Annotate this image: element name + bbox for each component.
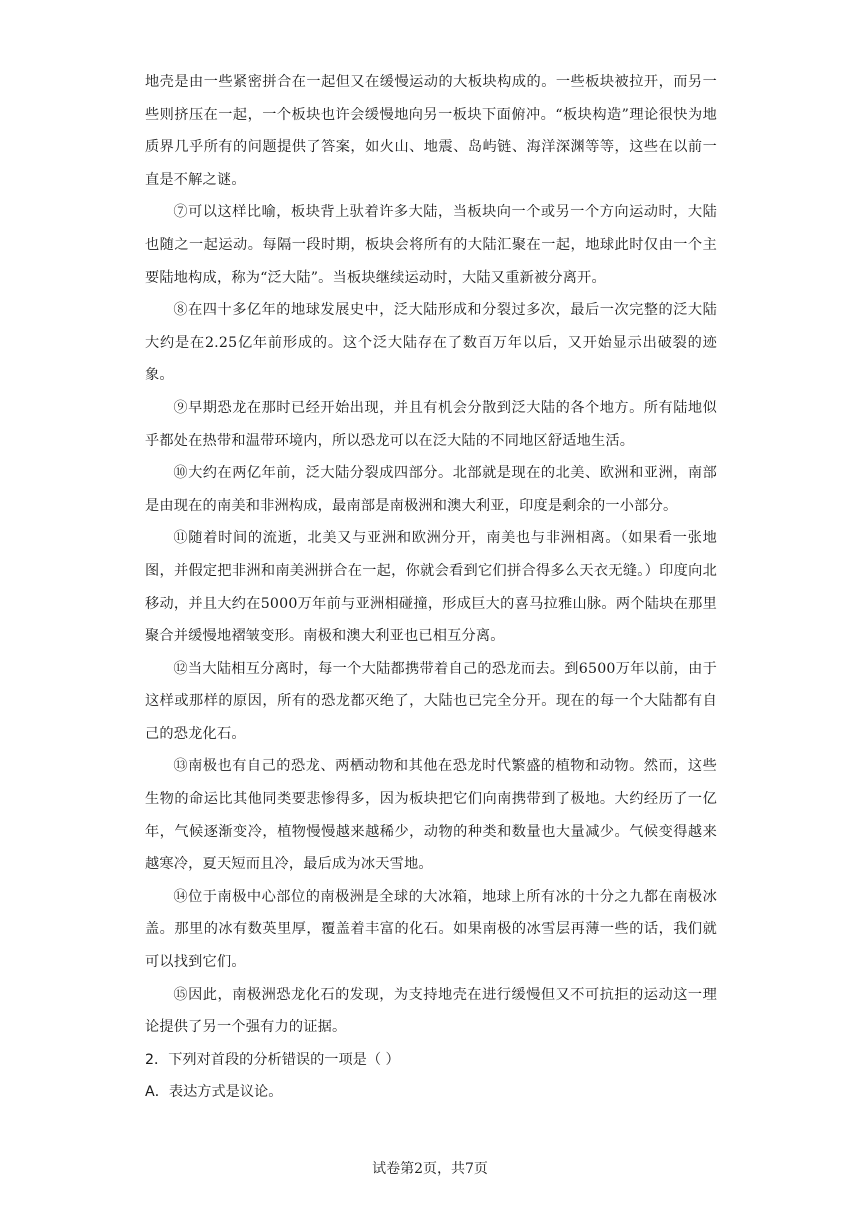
page-footer: 试卷第2页，共7页 [372, 1161, 488, 1177]
passage-paragraph-8: ⑧在四十多亿年的地球发展史中，泛大陆形成和分裂过多次，最后一次完整的泛大陆大约是在2.25亿年前形成的。这个泛大陆存在了数百万年以后，又开始显示出破裂的迹象。 [145, 302, 717, 384]
question-2-stem: 2．下列对首段的分析错误的一项是（ ） [145, 1051, 400, 1068]
question-2-option-a: A．表达方式是议论。 [145, 1084, 283, 1101]
passage-paragraph-10: ⑩大约在两亿年前，泛大陆分裂成四部分。北部就是现在的北美、欧洲和亚洲，南部是由现在的南美和非洲构成，最南部是南极洲和澳大利亚，印度是剩余的一小部分。 [145, 465, 717, 514]
passage-paragraph-11: ⑪随着时间的流逝，北美又与亚洲和欧洲分开，南美也与非洲相离。（如果看一张地图，并假定把非洲和南美洲拼合在一起，你就会看到它们拼合得多么天衣无缝。）印度向北移动，并且大约在5000万年前与亚洲相碰撞，形成巨大的喜马拉雅山脉。两个陆块在那里聚合并缓慢地褶皱变形。南极和澳大利亚也已相互分离。 [145, 530, 717, 645]
passage-paragraph-9: ⑨早期恐龙在那时已经开始出现，并且有机会分散到泛大陆的各个地方。所有陆地似乎都处在热带和温带环境内，所以恐龙可以在泛大陆的不同地区舒适地生活。 [145, 399, 717, 449]
passage-content [145, 66, 717, 1109]
passage-paragraph-13: ⑬南极也有自己的恐龙、两栖动物和其他在恐龙时代繁盛的植物和动物。然而，这些生物的命运比其他同类要悲惨得多，因为板块把它们向南携带到了极地。大约经历了一亿年，气候逐渐变冷，植物慢慢越来越稀少，动物的种类和数量也大量减少。气候变得越来越寒冷，夏天短而且冷，最后成为冰天雪地。 [145, 758, 717, 873]
passage-paragraph-15: ⑮因此，南极洲恐龙化石的发现，为支持地壳在进行缓慢但又不可抗拒的运动这一理论提供了另一个强有力的证据。 [145, 986, 717, 1036]
passage-paragraph-continued: 地壳是由一些紧密拼合在一起但又在缓慢运动的大板块构成的。一些板块被拉开，而另一些则挤压在一起，一个板块也许会缓慢地向另一板块下面俯冲。“板块构造”理论很快为地质界几乎所有的问题提供了答案，如火山、地震、岛屿链、海洋深渊等等，这些在以前一直是不解之谜。 [145, 74, 717, 188]
passage-paragraph-12: ⑫当大陆相互分离时，每一个大陆都携带着自己的恐龙而去。到6500万年以前，由于这样或那样的原因，所有的恐龙都灭绝了，大陆也已完全分开。现在的每一个大陆都有自己的恐龙化石。 [145, 660, 717, 742]
passage-paragraph-14: ⑭位于南极中心部位的南极洲是全球的大冰箱，地球上所有冰的十分之九都在南极冰盖。那里的冰有数英里厚，覆盖着丰富的化石。如果南极的冰雪层再薄一些的话，我们就可以找到它们。 [145, 888, 717, 971]
passage-paragraph-7: ⑦可以这样比喻，板块背上驮着许多大陆，当板块向一个或另一个方向运动时，大陆也随之一起运动。每隔一段时期，板块会将所有的大陆汇聚在一起，地球此时仅由一个主要陆地构成，称为“泛大陆”。当板块继续运动时，大陆又重新被分离开。 [145, 204, 717, 286]
